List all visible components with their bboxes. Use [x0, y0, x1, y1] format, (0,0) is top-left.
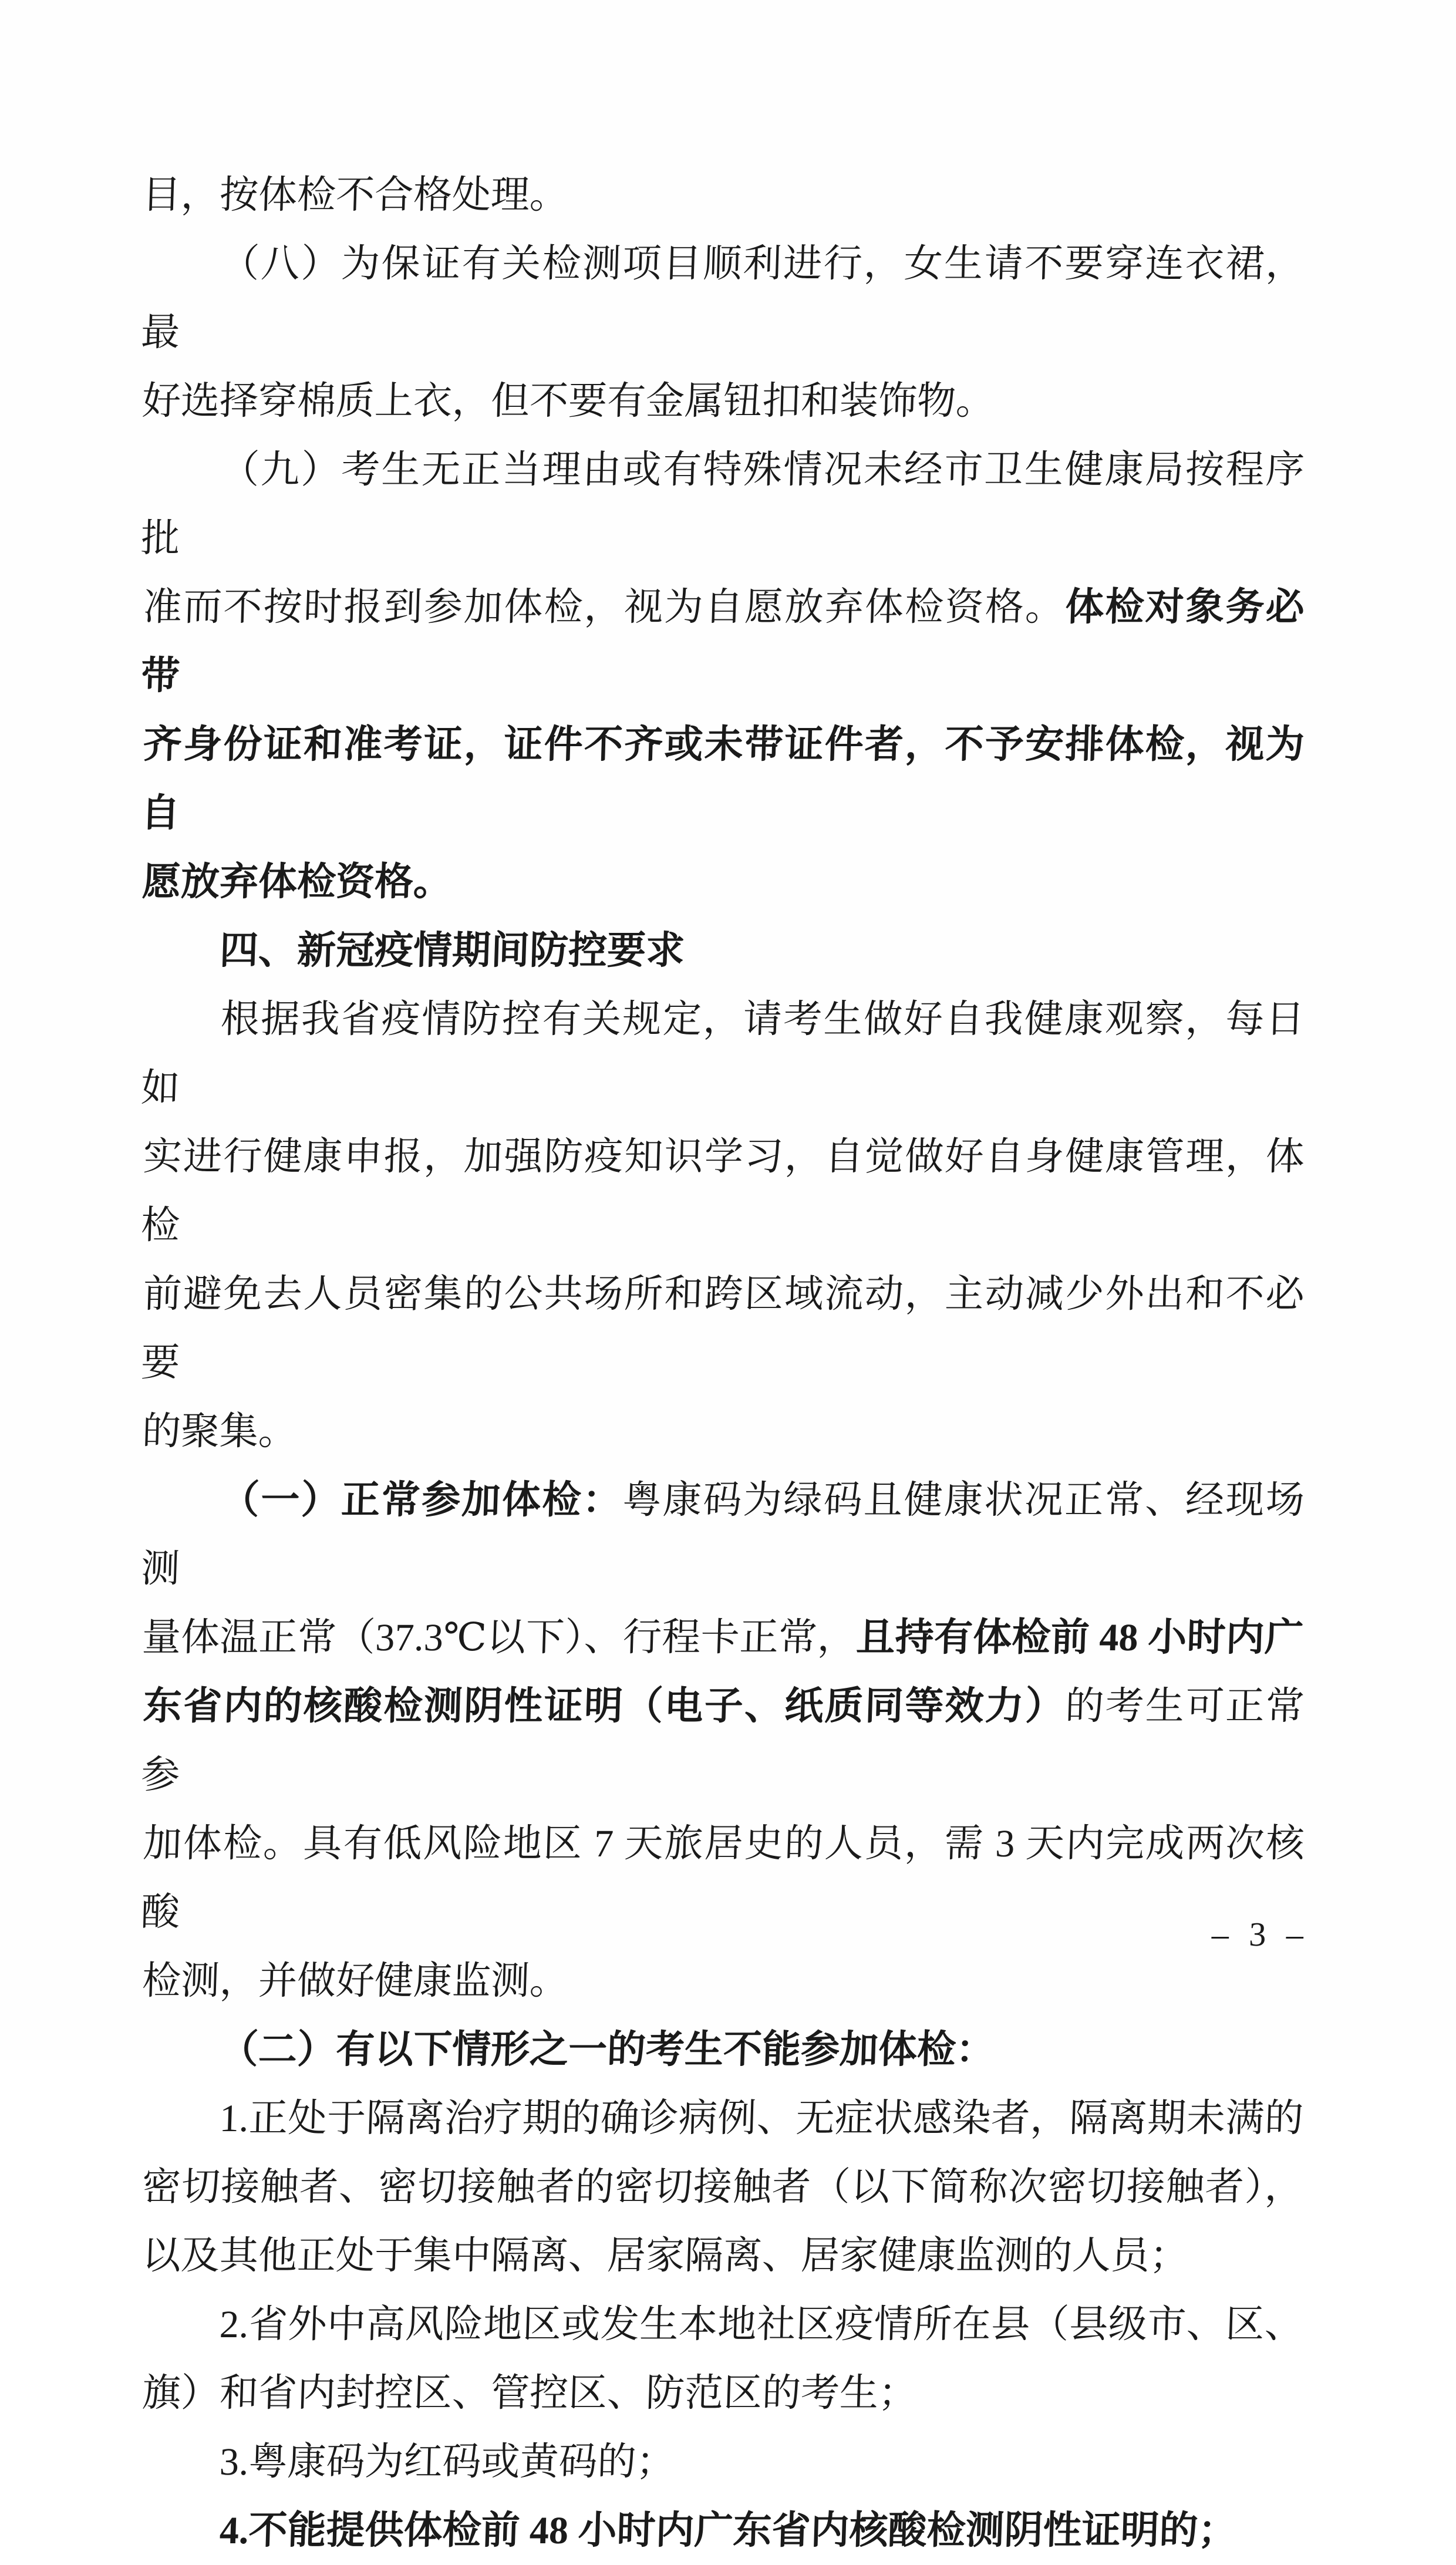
text-line	[140, 230, 1305, 367]
text-line	[140, 1260, 1305, 1397]
text-segment-bold: （二）有以下情形之一的考生不能参加体检：	[218, 2028, 996, 2071]
text-line	[141, 2290, 1305, 2359]
text-segment: 根据我省疫情防控有关规定，请考生做好自我健康观察，每日如	[140, 998, 1305, 1110]
text-segment-bold: 东省内的核酸检测阴性证明（电子、纸质同等效力）	[142, 1685, 1066, 1728]
text-segment-bold: 体检对象务必带	[140, 586, 1306, 697]
text-line	[141, 916, 1305, 985]
text-segment: 旗）和省内封控区、管控区、防范区的考生；	[141, 2372, 918, 2415]
text-segment: 2.省外中高风险地区或发生本地社区疫情所在县（县级市、区、	[218, 2303, 1305, 2346]
text-segment: 密切接触者、密切接触者的密切接触者（以下简称次密切接触者），	[141, 2166, 1305, 2209]
text-segment-bold: 四、新冠疫情期间防控要求	[218, 929, 686, 972]
text-line	[141, 1397, 1305, 1466]
text-line	[140, 436, 1305, 573]
text-line	[140, 1466, 1305, 1603]
text-line	[140, 1123, 1305, 1260]
text-segment: 1.正处于隔离治疗期的确诊病例、无症状感染者，隔离期未满的	[218, 2097, 1305, 2140]
text-line	[141, 2359, 1305, 2428]
text-segment: 加体检。具有低风险地区 7 天旅居史的人员，需 3 天内完成两次核酸	[140, 1822, 1305, 1934]
text-line	[141, 2428, 1305, 2496]
page-number: – 3 –	[1211, 1915, 1310, 1953]
text-segment: （九）考生无正当理由或有特殊情况未经市卫生健康局按程序批	[140, 449, 1305, 560]
text-line	[141, 2496, 1305, 2565]
text-line	[141, 2222, 1305, 2290]
text-segment: 粤康码为绿码且健康状况正常、经现场测	[140, 1479, 1306, 1590]
text-segment: 好选择穿棉质上衣，但不要有金属钮扣和装饰物。	[141, 380, 996, 423]
text-segment-bold: 愿放弃体检资格。	[141, 861, 453, 904]
text-line	[141, 848, 1305, 916]
text-line	[140, 710, 1305, 848]
text-segment-bold: （一）正常参加体检：	[220, 1479, 623, 1522]
text-line	[141, 367, 1305, 436]
text-segment: 以及其他正处于集中隔离、居家隔离、居家健康监测的人员；	[141, 2234, 1189, 2277]
text-segment-bold: 4.不能提供体检前 48 小时内广东省内核酸检测阴性证明的；	[218, 2509, 1238, 2552]
text-line	[141, 161, 1305, 230]
document-text	[140, 161, 1306, 2565]
text-segment: （八）为保证有关检测项目顺利进行，女生请不要穿连衣裙，最	[140, 242, 1305, 354]
text-line	[141, 1947, 1305, 2015]
text-line	[140, 1809, 1305, 1947]
text-segment-bold: 齐身份证和准考证，证件不齐或未带证件者，不予安排体检，视为自	[140, 723, 1305, 835]
text-segment-bold: 且持有体检前 48 小时内广	[855, 1616, 1305, 1659]
text-segment: 目，按体检不合格处理。	[141, 174, 569, 217]
text-line	[140, 985, 1305, 1123]
text-line	[141, 1603, 1305, 1672]
text-segment: 准而不按时报到参加体检，视为自愿放弃体检资格。	[142, 586, 1066, 629]
text-line	[140, 573, 1305, 710]
text-segment: 的聚集。	[141, 1410, 298, 1453]
text-segment: 量体温正常（37.3℃以下）、行程卡正常，	[141, 1616, 857, 1659]
text-segment: 前避免去人员密集的公共场所和跨区域流动，主动减少外出和不必要	[140, 1273, 1305, 1384]
text-segment: 实进行健康申报，加强防疫知识学习，自觉做好自身健康管理，体检	[140, 1135, 1305, 1247]
text-line	[141, 2153, 1305, 2222]
text-line	[140, 1672, 1305, 1809]
text-line	[141, 2015, 1305, 2084]
text-segment: 检测，并做好健康监测。	[141, 1960, 569, 2003]
text-segment: 3.粤康码为红码或黄码的；	[218, 2441, 676, 2483]
text-line	[141, 2084, 1305, 2153]
text-segment: 的考生可正常参	[140, 1685, 1306, 1796]
